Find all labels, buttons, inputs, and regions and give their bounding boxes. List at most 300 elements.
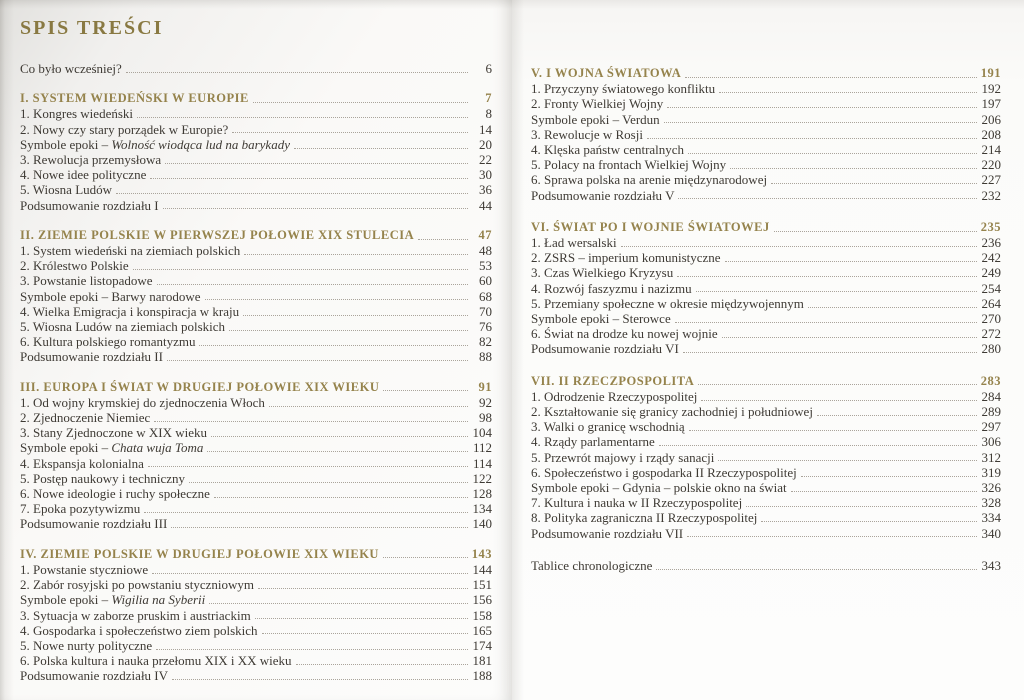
entry-page-number: 6 <box>485 61 492 76</box>
entry-page-number: 70 <box>479 303 492 319</box>
entry-page-number: 319 <box>981 464 1001 480</box>
entry-label <box>20 486 210 501</box>
section-page-number: 91 <box>478 379 492 394</box>
entry-page-number: 188 <box>472 668 492 684</box>
entry-page-number: 8 <box>485 106 492 122</box>
entry-label <box>531 510 757 525</box>
entry-label <box>531 311 671 326</box>
entry-text: Podsumowanie rozdziału IV <box>20 668 169 684</box>
entry-text: Symbole epoki – Gdynia – polskie okno na świat <box>531 480 787 496</box>
toc-entry <box>531 81 1001 96</box>
entry-text: 2. Fronty Wielkiej Wojny <box>531 96 664 112</box>
entry-page-number: 284 <box>981 388 1001 404</box>
entry-label <box>20 562 148 577</box>
entry-label <box>531 235 617 250</box>
toc-entry <box>531 389 1001 404</box>
toc-entry <box>531 127 1001 142</box>
section-page-number: 47 <box>478 227 492 242</box>
section-header-row <box>20 547 492 562</box>
dotted-leader <box>137 106 468 118</box>
dotted-leader <box>791 480 977 492</box>
entry-label <box>20 334 195 349</box>
entry-label <box>20 137 290 152</box>
section-title: III. EUROPA I ŚWIAT W DRUGIEJ POŁOWIE XIX WIEKU <box>20 379 380 394</box>
dotted-leader <box>133 258 468 270</box>
entry-text: 2. ZSRS – imperium komunistyczne <box>531 250 721 266</box>
dotted-leader <box>621 235 977 247</box>
entry-page-number: 280 <box>981 341 1001 357</box>
toc-entry <box>20 501 492 516</box>
entry-text: 4. Rozwój faszyzmu i nazizmu <box>531 280 692 296</box>
dotted-leader <box>253 91 468 103</box>
toc-entry <box>20 152 492 167</box>
entry-text: Podsumowanie rozdziału I <box>20 197 159 213</box>
entry-text: 6. Nowe ideologie i ruchy społeczne <box>20 486 210 502</box>
entry-text: 8. Polityka zagraniczna II Rzeczypospolitej <box>531 510 758 526</box>
dotted-leader <box>209 592 468 604</box>
entry-label <box>20 577 254 592</box>
entry-page-number: 181 <box>472 653 492 669</box>
section-header-row <box>20 91 492 106</box>
entry-label <box>20 106 133 121</box>
toc-section <box>531 66 1001 203</box>
dotted-leader <box>255 608 468 620</box>
dotted-leader <box>685 66 977 78</box>
entry-label <box>531 81 715 96</box>
toc-entry <box>20 304 492 319</box>
entry-text: 1. Odrodzenie Rzeczypospolitej <box>531 388 698 404</box>
dotted-leader <box>189 471 468 483</box>
dotted-leader <box>383 547 468 559</box>
section-title: V. I WOJNA ŚWIATOWA <box>531 66 682 80</box>
entry-text: 3. Walki o granicę wschodnią <box>531 419 685 435</box>
dotted-leader <box>808 296 977 308</box>
dotted-leader <box>817 404 977 416</box>
entry-label <box>20 61 122 76</box>
entry-label <box>531 296 804 311</box>
entry-text: Symbole epoki – Sterowce <box>531 311 671 327</box>
toc-entry <box>20 516 492 531</box>
toc-entry <box>20 61 492 76</box>
toc-entry <box>20 577 492 592</box>
toc-entry <box>20 334 492 349</box>
toc-entry <box>531 250 1001 265</box>
entry-page-number: 68 <box>479 288 492 304</box>
entry-page-number: 60 <box>479 273 492 289</box>
entry-text: 5. Nowe nurty polityczne <box>20 637 153 653</box>
dotted-leader <box>774 220 977 232</box>
dotted-leader <box>165 152 468 164</box>
section-title: VII. II RZECZPOSPOLITA <box>531 373 695 388</box>
page-right-content <box>531 66 1001 573</box>
entry-text: 1. Powstanie styczniowe <box>20 561 149 577</box>
entry-page-number: 326 <box>981 480 1001 496</box>
dotted-leader <box>152 562 468 574</box>
entry-text: Symbole epoki – Barwy narodowe <box>20 288 201 304</box>
dotted-leader <box>771 172 977 184</box>
toc-entry <box>20 592 492 607</box>
dotted-leader <box>647 127 977 139</box>
entry-label <box>531 419 685 434</box>
toc-entry <box>20 273 492 288</box>
dotted-leader <box>172 668 468 680</box>
entry-text: 6. Świat na drodze ku nowej wojnie <box>531 326 718 342</box>
section-header-row <box>531 66 1001 81</box>
entry-page-number: 242 <box>981 250 1001 266</box>
dotted-leader <box>199 334 468 346</box>
entry-page-number: 98 <box>479 410 492 426</box>
entry-label <box>20 182 112 197</box>
entry-text: Symbole epoki – <box>20 592 112 608</box>
entry-label <box>20 167 146 182</box>
entry-page-number: 14 <box>479 121 492 137</box>
entry-page-number: 114 <box>472 455 492 471</box>
entry-label <box>531 127 643 142</box>
entry-text: 1. Kongres wiedeński <box>20 106 134 122</box>
dotted-leader <box>262 623 468 635</box>
toc-section <box>531 374 1001 541</box>
toc-entry <box>20 182 492 197</box>
dotted-leader <box>383 380 468 392</box>
entry-title-italic: Wigilia na Syberii <box>111 592 206 608</box>
entry-text: 5. Przemiany społeczne w okresie międzywojennym <box>531 295 804 311</box>
entry-page-number: 82 <box>479 334 492 350</box>
entry-page-number: 88 <box>479 349 492 365</box>
entry-text: 4. Nowe idee polityczne <box>20 167 147 183</box>
dotted-leader <box>730 157 977 169</box>
entry-label <box>20 425 207 440</box>
dotted-leader <box>116 182 468 194</box>
section-title: II. ZIEMIE POLSKIE W PIERWSZEJ POŁOWIE XIX STULECIA <box>20 227 415 242</box>
dotted-leader <box>659 434 977 446</box>
section-page-number: 283 <box>980 373 1001 388</box>
toc-entry <box>531 172 1001 187</box>
entry-text: 2. Kształtowanie się granicy zachodniej i południowej <box>531 404 813 420</box>
entry-text: 1. System wiedeński na ziemiach polskich <box>20 243 241 259</box>
toc-entry <box>531 142 1001 157</box>
dotted-leader <box>211 425 468 437</box>
toc-entry <box>531 296 1001 311</box>
entry-text: 4. Rządy parlamentarne <box>531 434 655 450</box>
entry-label <box>20 456 144 471</box>
entry-label <box>20 592 205 607</box>
entry-page-number: 220 <box>981 157 1001 173</box>
entry-page-number: 128 <box>472 486 492 502</box>
entry-page-number: 140 <box>472 516 492 532</box>
entry-label <box>531 172 767 187</box>
entry-page-number: 232 <box>981 187 1001 203</box>
entry-page-number: 270 <box>981 311 1001 327</box>
dotted-leader <box>667 96 977 108</box>
entry-text: Podsumowanie rozdziału III <box>20 516 168 532</box>
entry-page-number: 192 <box>981 81 1001 97</box>
toc-entry <box>20 425 492 440</box>
entry-label <box>20 289 201 304</box>
entry-text: 3. Sytuacja w zaborze pruskim i austriackim <box>20 607 251 623</box>
toc-entry <box>531 311 1001 326</box>
entry-label <box>531 281 692 296</box>
entry-text: 5. Polacy na frontach Wielkiej Wojny <box>531 157 727 173</box>
entry-page-number: 343 <box>981 557 1001 573</box>
toc-entry <box>20 471 492 486</box>
entry-label <box>531 450 714 465</box>
section-page-number: 191 <box>980 66 1001 80</box>
dotted-leader <box>719 81 977 93</box>
toc-entry <box>531 235 1001 250</box>
dotted-leader <box>675 311 977 323</box>
entry-text: 4. Wielka Emigracja i konspiracja w kraju <box>20 303 240 319</box>
toc-entry <box>531 465 1001 480</box>
entry-page-number: 122 <box>472 470 492 486</box>
dotted-leader <box>144 501 468 513</box>
entry-text: Symbole epoki – <box>20 136 112 152</box>
entry-page-number: 92 <box>479 394 492 410</box>
toc-entry <box>20 122 492 137</box>
dotted-leader <box>689 419 977 431</box>
section-title: I. SYSTEM WIEDEŃSKI W EUROPIE <box>20 91 249 106</box>
entry-page-number: 328 <box>981 495 1001 511</box>
entry-text: 7. Epoka pozytywizmu <box>20 501 141 517</box>
dotted-leader <box>154 410 468 422</box>
dotted-leader <box>761 510 977 522</box>
entry-label <box>531 112 660 127</box>
entry-page-number: 334 <box>981 510 1001 526</box>
entry-page-number: 312 <box>981 449 1001 465</box>
toc-entry <box>531 341 1001 356</box>
toc-entry <box>20 486 492 501</box>
toc-entry <box>531 450 1001 465</box>
entry-text: 2. Zjednoczenie Niemiec <box>20 410 151 426</box>
entry-text: 1. Ład wersalski <box>531 235 617 251</box>
toc-entry <box>20 349 492 364</box>
toc-entry <box>20 319 492 334</box>
dotted-leader <box>701 389 977 401</box>
entry-label <box>531 495 742 510</box>
toc-section <box>20 228 492 365</box>
page-right <box>512 0 1024 700</box>
entry-page-number: 20 <box>479 136 492 152</box>
entry-page-number: 30 <box>479 167 492 183</box>
entry-label <box>20 122 228 137</box>
toc-entry <box>531 326 1001 341</box>
entry-page-number: 48 <box>479 243 492 259</box>
toc-entry <box>20 137 492 152</box>
toc-entry <box>531 157 1001 172</box>
entry-text: 4. Klęska państw centralnych <box>531 142 685 158</box>
entry-text: 4. Gospodarka i społeczeństwo ziem polskich <box>20 622 258 638</box>
toc-entry <box>20 638 492 653</box>
entry-page-number: 36 <box>479 182 492 198</box>
toc-entry <box>20 623 492 638</box>
dotted-leader <box>688 142 977 154</box>
entry-page-number: 44 <box>479 197 492 213</box>
dotted-leader <box>296 653 468 665</box>
entry-text: Symbole epoki – Verdun <box>531 111 660 127</box>
dotted-leader <box>163 198 468 210</box>
entry-page-number: 297 <box>981 419 1001 435</box>
toc-entry <box>531 96 1001 111</box>
entry-label <box>20 243 240 258</box>
entry-label <box>531 465 797 480</box>
toc-entry <box>20 289 492 304</box>
dotted-leader <box>418 228 468 240</box>
dotted-leader <box>148 456 468 468</box>
entry-label <box>531 404 813 419</box>
entry-text: Co było wcześniej? <box>20 61 122 76</box>
entry-label <box>20 638 152 653</box>
dotted-leader <box>683 341 977 353</box>
entry-page-number: 156 <box>472 592 492 608</box>
entry-text: 2. Zabór rosyjski po powstaniu styczniowym <box>20 577 254 593</box>
dotted-leader <box>718 450 977 462</box>
section-title: VI. ŚWIAT PO I WOJNIE ŚWIATOWEJ <box>531 219 770 234</box>
entry-label <box>531 326 718 341</box>
entry-title-italic: Chata wuja Toma <box>111 440 204 456</box>
entry-label <box>20 471 185 486</box>
entry-page-number: 151 <box>472 577 492 593</box>
entry-label <box>531 558 652 573</box>
entry-label <box>531 96 663 111</box>
entry-text: Symbole epoki – <box>20 440 112 456</box>
dotted-leader <box>205 289 468 301</box>
entry-page-number: 76 <box>479 319 492 335</box>
entry-label <box>20 319 225 334</box>
toc-entry <box>20 243 492 258</box>
section-header-row <box>531 220 1001 235</box>
entry-page-number: 227 <box>981 172 1001 188</box>
dotted-leader <box>150 167 468 179</box>
entry-label <box>20 395 265 410</box>
dotted-leader <box>156 638 468 650</box>
entry-page-number: 208 <box>981 126 1001 142</box>
section-page-number: 235 <box>980 219 1001 234</box>
toc-entry <box>20 258 492 273</box>
toc-entry <box>20 668 492 683</box>
entry-text: Podsumowanie rozdziału VII <box>531 525 684 541</box>
entry-text: 3. Powstanie listopadowe <box>20 273 153 289</box>
page-title: SPIS TREŚCI <box>20 17 164 39</box>
toc-entry <box>531 526 1001 541</box>
dotted-leader <box>269 395 468 407</box>
entry-label <box>20 653 292 668</box>
dotted-leader <box>687 526 977 538</box>
entry-label <box>531 480 787 495</box>
entry-page-number: 289 <box>981 404 1001 420</box>
entry-page-number: 174 <box>472 637 492 653</box>
entry-page-number: 272 <box>981 326 1001 342</box>
entry-label <box>531 434 655 449</box>
toc-entry <box>531 558 1001 573</box>
entry-label <box>531 389 697 404</box>
entry-page-number: 158 <box>472 607 492 623</box>
entry-label <box>20 152 161 167</box>
dotted-leader <box>244 243 468 255</box>
page-left-content <box>20 16 492 684</box>
dotted-leader <box>725 250 977 262</box>
dotted-leader <box>664 112 977 124</box>
toc-entry <box>531 510 1001 525</box>
entry-text: 5. Wiosna Ludów <box>20 182 113 198</box>
entry-text: 5. Wiosna Ludów na ziemiach polskich <box>20 319 226 335</box>
entry-text: 4. Ekspansja kolonialna <box>20 455 144 471</box>
toc-section <box>531 220 1001 357</box>
toc-entry <box>20 410 492 425</box>
toc-section <box>20 380 492 532</box>
entry-label <box>531 526 683 541</box>
dotted-leader <box>678 188 977 200</box>
entry-page-number: 254 <box>981 280 1001 296</box>
entry-page-number: 236 <box>981 235 1001 251</box>
entry-text: 3. Stany Zjednoczone w XIX wieku <box>20 425 208 441</box>
entry-text: 6. Kultura polskiego romantyzmu <box>20 334 196 350</box>
dotted-leader <box>126 61 468 73</box>
entry-label <box>531 265 673 280</box>
entry-label <box>20 304 239 319</box>
toc-entry <box>531 404 1001 419</box>
entry-text: Tablice chronologiczne <box>531 557 653 573</box>
entry-page-number: 134 <box>472 501 492 517</box>
toc-entry <box>20 653 492 668</box>
entry-label <box>20 440 203 455</box>
dotted-leader <box>656 558 977 570</box>
entry-text: Podsumowanie rozdziału V <box>531 187 675 203</box>
toc-entry <box>531 419 1001 434</box>
entry-page-number: 112 <box>472 440 492 456</box>
entry-label <box>531 250 721 265</box>
entry-page-number: 144 <box>472 561 492 577</box>
entry-label <box>20 623 258 638</box>
toc-entry <box>531 480 1001 495</box>
entry-label <box>20 501 140 516</box>
toc-entry <box>531 434 1001 449</box>
entry-text: 6. Sprawa polska na arenie międzynarodowej <box>531 172 768 188</box>
toc-column-left <box>20 61 492 684</box>
entry-page-number: 264 <box>981 295 1001 311</box>
entry-text: 3. Rewolucje w Rosji <box>531 126 643 142</box>
toc-entry <box>531 265 1001 280</box>
section-page-number: 7 <box>485 91 492 106</box>
toc-entry <box>20 440 492 455</box>
entry-page-number: 206 <box>981 111 1001 127</box>
toc-entry <box>20 106 492 121</box>
entry-label <box>20 516 167 531</box>
entry-page-number: 340 <box>981 525 1001 541</box>
dotted-leader <box>243 304 468 316</box>
section-header-row <box>20 228 492 243</box>
entry-label <box>20 273 153 288</box>
dotted-leader <box>696 281 977 293</box>
section-title: IV. ZIEMIE POLSKIE W DRUGIEJ POŁOWIE XIX WIEKU <box>20 546 379 561</box>
toc-column-right <box>531 66 1001 573</box>
entry-label <box>20 198 159 213</box>
dotted-leader <box>214 486 468 498</box>
entry-text: 5. Postęp naukowy i techniczny <box>20 470 185 486</box>
toc-loose-block <box>531 558 1001 573</box>
dotted-leader <box>722 326 977 338</box>
dotted-leader <box>258 577 468 589</box>
entry-text: 3. Rewolucja przemysłowa <box>20 152 162 168</box>
entry-text: Podsumowanie rozdziału VI <box>531 341 679 357</box>
toc-loose-block <box>20 61 492 76</box>
entry-page-number: 214 <box>981 142 1001 158</box>
entry-label <box>20 258 129 273</box>
toc-entry <box>20 608 492 623</box>
toc-entry <box>531 495 1001 510</box>
dotted-leader <box>171 516 468 528</box>
dotted-leader <box>207 440 468 452</box>
entry-page-number: 249 <box>981 265 1001 281</box>
entry-text: 6. Społeczeństwo i gospodarka II Rzeczypospolitej <box>531 464 797 480</box>
